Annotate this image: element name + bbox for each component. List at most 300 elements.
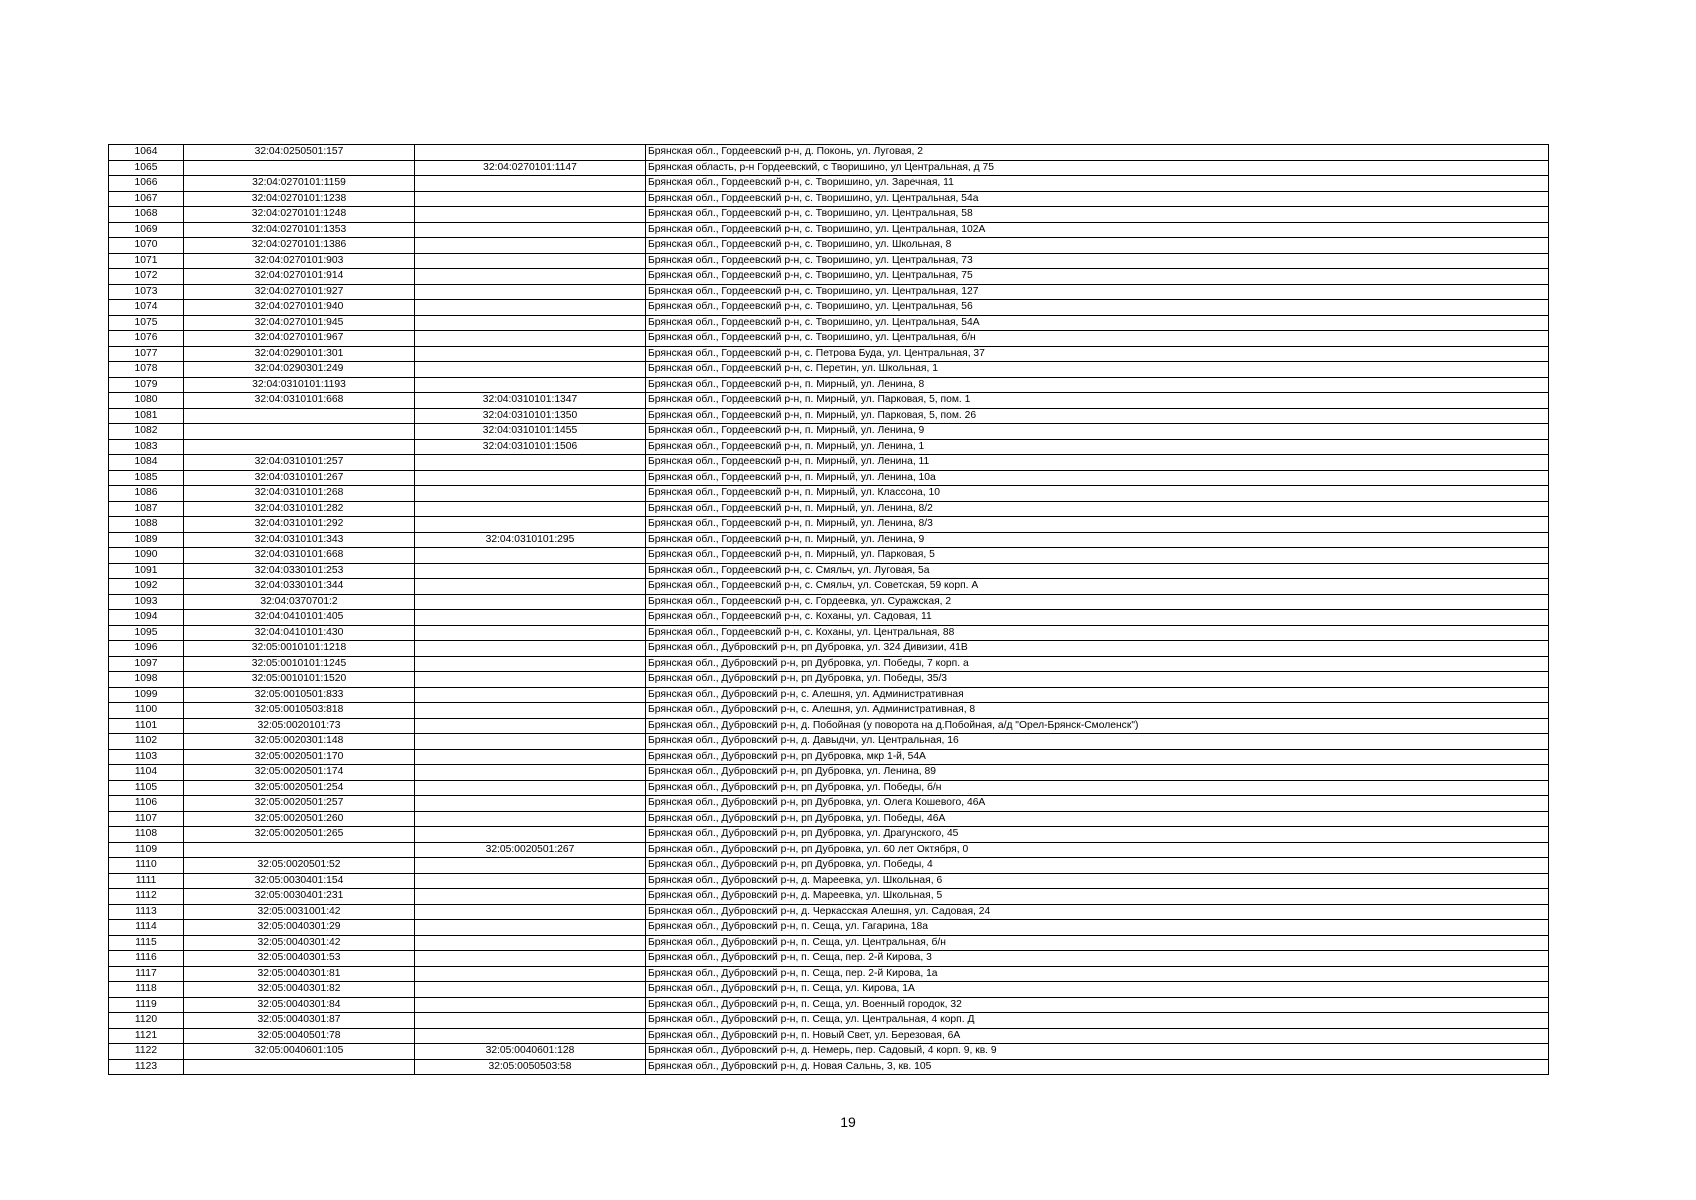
address-cell: Брянская обл., Дубровский р-н, д. Черкасская Алешня, ул. Садовая, 24 bbox=[646, 904, 1549, 920]
table-row bbox=[109, 300, 1549, 316]
row-number-cell: 1081 bbox=[109, 408, 184, 424]
related-cadastral-number-cell bbox=[415, 455, 646, 471]
row-number-cell: 1121 bbox=[109, 1028, 184, 1044]
related-cadastral-number-cell bbox=[415, 966, 646, 982]
row-number-cell: 1119 bbox=[109, 997, 184, 1013]
address-cell: Брянская обл., Гордеевский р-н, п. Мирный, ул. Ленина, 1 bbox=[646, 439, 1549, 455]
table-row bbox=[109, 641, 1549, 657]
row-number-cell: 1076 bbox=[109, 331, 184, 347]
related-cadastral-number-cell bbox=[415, 517, 646, 533]
address-cell: Брянская обл., Дубровский р-н, рп Дубровка, мкр 1-й, 54А bbox=[646, 749, 1549, 765]
related-cadastral-number-cell bbox=[415, 780, 646, 796]
row-number-cell: 1102 bbox=[109, 734, 184, 750]
address-cell: Брянская обл., Гордеевский р-н, д. Поконь, ул. Луговая, 2 bbox=[646, 145, 1549, 161]
row-number-cell: 1069 bbox=[109, 222, 184, 238]
row-number-cell: 1120 bbox=[109, 1013, 184, 1029]
related-cadastral-number-cell bbox=[415, 238, 646, 254]
cadastral-number-cell: 32:05:0040301:53 bbox=[184, 951, 415, 967]
cadastral-number-cell: 32:05:0040501:78 bbox=[184, 1028, 415, 1044]
table-row bbox=[109, 362, 1549, 378]
row-number-cell: 1065 bbox=[109, 160, 184, 176]
cadastral-number-cell: 32:05:0010503:818 bbox=[184, 703, 415, 719]
table-row bbox=[109, 439, 1549, 455]
registry-table bbox=[108, 144, 1549, 1075]
address-cell: Брянская обл., Гордеевский р-н, с. Творишино, ул. Заречная, 11 bbox=[646, 176, 1549, 192]
related-cadastral-number-cell bbox=[415, 501, 646, 517]
row-number-cell: 1093 bbox=[109, 594, 184, 610]
cadastral-number-cell: 32:04:0270101:967 bbox=[184, 331, 415, 347]
cadastral-number-cell: 32:04:0270101:1353 bbox=[184, 222, 415, 238]
row-number-cell: 1080 bbox=[109, 393, 184, 409]
cadastral-number-cell bbox=[184, 408, 415, 424]
table-row bbox=[109, 486, 1549, 502]
cadastral-number-cell bbox=[184, 1059, 415, 1075]
table-row bbox=[109, 1044, 1549, 1060]
cadastral-number-cell: 32:05:0010101:1245 bbox=[184, 656, 415, 672]
table-row bbox=[109, 796, 1549, 812]
row-number-cell: 1118 bbox=[109, 982, 184, 998]
cadastral-number-cell: 32:04:0290101:301 bbox=[184, 346, 415, 362]
related-cadastral-number-cell bbox=[415, 594, 646, 610]
row-number-cell: 1066 bbox=[109, 176, 184, 192]
table-row bbox=[109, 827, 1549, 843]
row-number-cell: 1091 bbox=[109, 563, 184, 579]
address-cell: Брянская обл., Дубровский р-н, п. Сеща, ул. Гагарина, 18а bbox=[646, 920, 1549, 936]
address-cell: Брянская обл., Дубровский р-н, д. Побойная (у поворота на д.Побойная, а/д "Орел-Брянск-Смоленск") bbox=[646, 718, 1549, 734]
related-cadastral-number-cell bbox=[415, 827, 646, 843]
row-number-cell: 1095 bbox=[109, 625, 184, 641]
table-row bbox=[109, 145, 1549, 161]
related-cadastral-number-cell bbox=[415, 1013, 646, 1029]
related-cadastral-number-cell bbox=[415, 858, 646, 874]
related-cadastral-number-cell bbox=[415, 641, 646, 657]
table-row bbox=[109, 811, 1549, 827]
related-cadastral-number-cell bbox=[415, 470, 646, 486]
cadastral-number-cell: 32:05:0010101:1218 bbox=[184, 641, 415, 657]
table-row bbox=[109, 858, 1549, 874]
table-row bbox=[109, 672, 1549, 688]
row-number-cell: 1068 bbox=[109, 207, 184, 223]
table-row bbox=[109, 1013, 1549, 1029]
table-row bbox=[109, 765, 1549, 781]
row-number-cell: 1087 bbox=[109, 501, 184, 517]
row-number-cell: 1070 bbox=[109, 238, 184, 254]
cadastral-number-cell bbox=[184, 424, 415, 440]
address-cell: Брянская обл., Гордеевский р-н, с. Коханы, ул. Центральная, 88 bbox=[646, 625, 1549, 641]
address-cell: Брянская обл., Гордеевский р-н, с. Петрова Буда, ул. Центральная, 37 bbox=[646, 346, 1549, 362]
cadastral-number-cell: 32:04:0270101:903 bbox=[184, 253, 415, 269]
row-number-cell: 1067 bbox=[109, 191, 184, 207]
related-cadastral-number-cell: 32:05:0050503:58 bbox=[415, 1059, 646, 1075]
table-row bbox=[109, 873, 1549, 889]
address-cell: Брянская обл., Дубровский р-н, рп Дубровка, ул. Победы, 35/3 bbox=[646, 672, 1549, 688]
table-row bbox=[109, 718, 1549, 734]
address-cell: Брянская обл., Дубровский р-н, рп Дубровка, ул. 60 лет Октября, 0 bbox=[646, 842, 1549, 858]
cadastral-number-cell: 32:04:0410101:430 bbox=[184, 625, 415, 641]
cadastral-number-cell: 32:04:0310101:292 bbox=[184, 517, 415, 533]
registry-table-body bbox=[109, 145, 1549, 1075]
table-row bbox=[109, 594, 1549, 610]
table-row bbox=[109, 346, 1549, 362]
row-number-cell: 1122 bbox=[109, 1044, 184, 1060]
address-cell: Брянская обл., Гордеевский р-н, с. Творишино, ул. Центральная, 58 bbox=[646, 207, 1549, 223]
table-row bbox=[109, 1059, 1549, 1075]
table-row bbox=[109, 625, 1549, 641]
row-number-cell: 1107 bbox=[109, 811, 184, 827]
row-number-cell: 1103 bbox=[109, 749, 184, 765]
related-cadastral-number-cell bbox=[415, 625, 646, 641]
address-cell: Брянская обл., Дубровский р-н, п. Сеща, пер. 2-й Кирова, 1а bbox=[646, 966, 1549, 982]
related-cadastral-number-cell bbox=[415, 749, 646, 765]
related-cadastral-number-cell bbox=[415, 362, 646, 378]
row-number-cell: 1071 bbox=[109, 253, 184, 269]
related-cadastral-number-cell: 32:05:0040601:128 bbox=[415, 1044, 646, 1060]
table-row bbox=[109, 548, 1549, 564]
address-cell: Брянская обл., Дубровский р-н, с. Алешня, ул. Административная bbox=[646, 687, 1549, 703]
cadastral-number-cell: 32:05:0040301:84 bbox=[184, 997, 415, 1013]
row-number-cell: 1105 bbox=[109, 780, 184, 796]
address-cell: Брянская обл., Гордеевский р-н, с. Перетин, ул. Школьная, 1 bbox=[646, 362, 1549, 378]
table-row bbox=[109, 982, 1549, 998]
related-cadastral-number-cell: 32:05:0020501:267 bbox=[415, 842, 646, 858]
cadastral-number-cell: 32:05:0020501:52 bbox=[184, 858, 415, 874]
related-cadastral-number-cell bbox=[415, 873, 646, 889]
cadastral-number-cell: 32:05:0040301:82 bbox=[184, 982, 415, 998]
cadastral-number-cell: 32:04:0310101:668 bbox=[184, 393, 415, 409]
related-cadastral-number-cell bbox=[415, 718, 646, 734]
table-row bbox=[109, 331, 1549, 347]
table-row bbox=[109, 191, 1549, 207]
address-cell: Брянская обл., Дубровский р-н, д. Давыдчи, ул. Центральная, 16 bbox=[646, 734, 1549, 750]
related-cadastral-number-cell bbox=[415, 951, 646, 967]
cadastral-number-cell: 32:05:0020501:260 bbox=[184, 811, 415, 827]
address-cell: Брянская обл., Гордеевский р-н, п. Мирный, ул. Парковая, 5, пом. 1 bbox=[646, 393, 1549, 409]
row-number-cell: 1116 bbox=[109, 951, 184, 967]
row-number-cell: 1082 bbox=[109, 424, 184, 440]
row-number-cell: 1108 bbox=[109, 827, 184, 843]
row-number-cell: 1117 bbox=[109, 966, 184, 982]
address-cell: Брянская обл., Дубровский р-н, рп Дубровка, ул. Победы, б/н bbox=[646, 780, 1549, 796]
related-cadastral-number-cell bbox=[415, 346, 646, 362]
cadastral-number-cell: 32:04:0330101:344 bbox=[184, 579, 415, 595]
row-number-cell: 1099 bbox=[109, 687, 184, 703]
related-cadastral-number-cell bbox=[415, 331, 646, 347]
cadastral-number-cell: 32:04:0310101:1193 bbox=[184, 377, 415, 393]
row-number-cell: 1086 bbox=[109, 486, 184, 502]
table-row bbox=[109, 780, 1549, 796]
cadastral-number-cell: 32:04:0270101:914 bbox=[184, 269, 415, 285]
row-number-cell: 1113 bbox=[109, 904, 184, 920]
table-row bbox=[109, 207, 1549, 223]
table-row bbox=[109, 269, 1549, 285]
row-number-cell: 1101 bbox=[109, 718, 184, 734]
related-cadastral-number-cell bbox=[415, 672, 646, 688]
cadastral-number-cell: 32:05:0020501:265 bbox=[184, 827, 415, 843]
related-cadastral-number-cell bbox=[415, 889, 646, 905]
related-cadastral-number-cell bbox=[415, 703, 646, 719]
row-number-cell: 1083 bbox=[109, 439, 184, 455]
related-cadastral-number-cell bbox=[415, 997, 646, 1013]
cadastral-number-cell bbox=[184, 842, 415, 858]
cadastral-number-cell: 32:05:0020501:254 bbox=[184, 780, 415, 796]
cadastral-number-cell: 32:04:0310101:282 bbox=[184, 501, 415, 517]
table-row bbox=[109, 470, 1549, 486]
related-cadastral-number-cell bbox=[415, 253, 646, 269]
cadastral-number-cell: 32:04:0330101:253 bbox=[184, 563, 415, 579]
related-cadastral-number-cell bbox=[415, 222, 646, 238]
row-number-cell: 1106 bbox=[109, 796, 184, 812]
cadastral-number-cell bbox=[184, 439, 415, 455]
cadastral-number-cell: 32:04:0310101:668 bbox=[184, 548, 415, 564]
table-row bbox=[109, 563, 1549, 579]
address-cell: Брянская обл., Дубровский р-н, рп Дубровка, ул. Олега Кошевого, 46А bbox=[646, 796, 1549, 812]
cadastral-number-cell: 32:04:0270101:1238 bbox=[184, 191, 415, 207]
related-cadastral-number-cell bbox=[415, 548, 646, 564]
cadastral-number-cell: 32:05:0020501:170 bbox=[184, 749, 415, 765]
address-cell: Брянская обл., Дубровский р-н, рп Дубровка, ул. Победы, 4 bbox=[646, 858, 1549, 874]
table-row bbox=[109, 951, 1549, 967]
table-row bbox=[109, 517, 1549, 533]
related-cadastral-number-cell bbox=[415, 269, 646, 285]
row-number-cell: 1109 bbox=[109, 842, 184, 858]
related-cadastral-number-cell: 32:04:0310101:1506 bbox=[415, 439, 646, 455]
row-number-cell: 1064 bbox=[109, 145, 184, 161]
cadastral-number-cell: 32:04:0270101:927 bbox=[184, 284, 415, 300]
address-cell: Брянская обл., Гордеевский р-н, с. Смяльч, ул. Луговая, 5а bbox=[646, 563, 1549, 579]
row-number-cell: 1073 bbox=[109, 284, 184, 300]
cadastral-number-cell: 32:04:0410101:405 bbox=[184, 610, 415, 626]
row-number-cell: 1104 bbox=[109, 765, 184, 781]
related-cadastral-number-cell bbox=[415, 486, 646, 502]
cadastral-number-cell: 32:04:0310101:257 bbox=[184, 455, 415, 471]
related-cadastral-number-cell bbox=[415, 982, 646, 998]
row-number-cell: 1084 bbox=[109, 455, 184, 471]
related-cadastral-number-cell bbox=[415, 734, 646, 750]
cadastral-number-cell: 32:05:0020501:257 bbox=[184, 796, 415, 812]
cadastral-number-cell: 32:05:0040301:81 bbox=[184, 966, 415, 982]
table-row bbox=[109, 610, 1549, 626]
address-cell: Брянская обл., Гордеевский р-н, с. Творишино, ул. Центральная, 73 bbox=[646, 253, 1549, 269]
related-cadastral-number-cell bbox=[415, 656, 646, 672]
address-cell: Брянская обл., Дубровский р-н, рп Дубровка, ул. 324 Дивизии, 41В bbox=[646, 641, 1549, 657]
related-cadastral-number-cell bbox=[415, 563, 646, 579]
cadastral-number-cell: 32:04:0310101:343 bbox=[184, 532, 415, 548]
address-cell: Брянская обл., Дубровский р-н, д. Немерь, пер. Садовый, 4 корп. 9, кв. 9 bbox=[646, 1044, 1549, 1060]
table-row bbox=[109, 393, 1549, 409]
row-number-cell: 1072 bbox=[109, 269, 184, 285]
table-row bbox=[109, 579, 1549, 595]
address-cell: Брянская обл., Гордеевский р-н, с. Коханы, ул. Садовая, 11 bbox=[646, 610, 1549, 626]
related-cadastral-number-cell bbox=[415, 176, 646, 192]
row-number-cell: 1075 bbox=[109, 315, 184, 331]
row-number-cell: 1100 bbox=[109, 703, 184, 719]
cadastral-number-cell: 32:04:0270101:1159 bbox=[184, 176, 415, 192]
related-cadastral-number-cell bbox=[415, 300, 646, 316]
row-number-cell: 1090 bbox=[109, 548, 184, 564]
table-row bbox=[109, 253, 1549, 269]
related-cadastral-number-cell: 32:04:0310101:295 bbox=[415, 532, 646, 548]
address-cell: Брянская обл., Дубровский р-н, п. Сеща, пер. 2-й Кирова, 3 bbox=[646, 951, 1549, 967]
cadastral-number-cell: 32:05:0040301:87 bbox=[184, 1013, 415, 1029]
related-cadastral-number-cell: 32:04:0310101:1347 bbox=[415, 393, 646, 409]
table-row bbox=[109, 455, 1549, 471]
related-cadastral-number-cell bbox=[415, 920, 646, 936]
address-cell: Брянская обл., Дубровский р-н, п. Сеща, ул. Кирова, 1А bbox=[646, 982, 1549, 998]
related-cadastral-number-cell bbox=[415, 687, 646, 703]
address-cell: Брянская обл., Гордеевский р-н, п. Мирный, ул. Парковая, 5 bbox=[646, 548, 1549, 564]
address-cell: Брянская обл., Дубровский р-н, рп Дубровка, ул. Победы, 7 корп. а bbox=[646, 656, 1549, 672]
related-cadastral-number-cell bbox=[415, 284, 646, 300]
table-row bbox=[109, 1028, 1549, 1044]
cadastral-number-cell: 32:05:0010501:833 bbox=[184, 687, 415, 703]
row-number-cell: 1094 bbox=[109, 610, 184, 626]
table-row bbox=[109, 424, 1549, 440]
table-row bbox=[109, 842, 1549, 858]
table-row bbox=[109, 532, 1549, 548]
cadastral-number-cell: 32:04:0310101:268 bbox=[184, 486, 415, 502]
row-number-cell: 1112 bbox=[109, 889, 184, 905]
row-number-cell: 1085 bbox=[109, 470, 184, 486]
table-row bbox=[109, 501, 1549, 517]
row-number-cell: 1088 bbox=[109, 517, 184, 533]
address-cell: Брянская обл., Дубровский р-н, с. Алешня, ул. Административная, 8 bbox=[646, 703, 1549, 719]
table-row bbox=[109, 749, 1549, 765]
address-cell: Брянская обл., Гордеевский р-н, п. Мирный, ул. Ленина, 8/3 bbox=[646, 517, 1549, 533]
table-row bbox=[109, 997, 1549, 1013]
related-cadastral-number-cell bbox=[415, 935, 646, 951]
row-number-cell: 1096 bbox=[109, 641, 184, 657]
address-cell: Брянская обл., Гордеевский р-н, п. Мирный, ул. Ленина, 10а bbox=[646, 470, 1549, 486]
related-cadastral-number-cell bbox=[415, 765, 646, 781]
row-number-cell: 1114 bbox=[109, 920, 184, 936]
table-row bbox=[109, 656, 1549, 672]
cadastral-number-cell: 32:05:0020101:73 bbox=[184, 718, 415, 734]
related-cadastral-number-cell: 32:04:0270101:1147 bbox=[415, 160, 646, 176]
cadastral-number-cell: 32:05:0040301:29 bbox=[184, 920, 415, 936]
cadastral-number-cell: 32:04:0290301:249 bbox=[184, 362, 415, 378]
cadastral-number-cell: 32:04:0370701:2 bbox=[184, 594, 415, 610]
address-cell: Брянская обл., Дубровский р-н, д. Мареевка, ул. Школьная, 5 bbox=[646, 889, 1549, 905]
cadastral-number-cell: 32:04:0270101:1248 bbox=[184, 207, 415, 223]
table-row bbox=[109, 377, 1549, 393]
address-cell: Брянская обл., Дубровский р-н, рп Дубровка, ул. Драгунского, 45 bbox=[646, 827, 1549, 843]
cadastral-number-cell: 32:05:0030401:231 bbox=[184, 889, 415, 905]
address-cell: Брянская обл., Гордеевский р-н, с. Творишино, ул. Центральная, 127 bbox=[646, 284, 1549, 300]
cadastral-number-cell: 32:05:0020501:174 bbox=[184, 765, 415, 781]
related-cadastral-number-cell bbox=[415, 377, 646, 393]
address-cell: Брянская обл., Гордеевский р-н, с. Творишино, ул. Центральная, 54а bbox=[646, 191, 1549, 207]
table-row bbox=[109, 160, 1549, 176]
address-cell: Брянская обл., Дубровский р-н, д. Мареевка, ул. Школьная, 6 bbox=[646, 873, 1549, 889]
address-cell: Брянская обл., Дубровский р-н, рп Дубровка, ул. Ленина, 89 bbox=[646, 765, 1549, 781]
address-cell: Брянская область, р-н Гордеевский, с Творишино, ул Центральная, д 75 bbox=[646, 160, 1549, 176]
address-cell: Брянская обл., Гордеевский р-н, п. Мирный, ул. Парковая, 5, пом. 26 bbox=[646, 408, 1549, 424]
row-number-cell: 1098 bbox=[109, 672, 184, 688]
address-cell: Брянская обл., Гордеевский р-н, п. Мирный, ул. Ленина, 8 bbox=[646, 377, 1549, 393]
table-row bbox=[109, 408, 1549, 424]
table-row bbox=[109, 904, 1549, 920]
table-row bbox=[109, 687, 1549, 703]
row-number-cell: 1110 bbox=[109, 858, 184, 874]
cadastral-number-cell bbox=[184, 160, 415, 176]
address-cell: Брянская обл., Гордеевский р-н, п. Мирный, ул. Ленина, 9 bbox=[646, 424, 1549, 440]
cadastral-number-cell: 32:05:0040301:42 bbox=[184, 935, 415, 951]
row-number-cell: 1123 bbox=[109, 1059, 184, 1075]
row-number-cell: 1074 bbox=[109, 300, 184, 316]
cadastral-number-cell: 32:04:0270101:1386 bbox=[184, 238, 415, 254]
address-cell: Брянская обл., Гордеевский р-н, с. Творишино, ул. Школьная, 8 bbox=[646, 238, 1549, 254]
address-cell: Брянская обл., Гордеевский р-н, с. Смяльч, ул. Советская, 59 корп. А bbox=[646, 579, 1549, 595]
address-cell: Брянская обл., Дубровский р-н, п. Сеща, ул. Центральная, б/н bbox=[646, 935, 1549, 951]
address-cell: Брянская обл., Гордеевский р-н, п. Мирный, ул. Ленина, 11 bbox=[646, 455, 1549, 471]
cadastral-number-cell: 32:05:0031001:42 bbox=[184, 904, 415, 920]
table-row bbox=[109, 966, 1549, 982]
cadastral-number-cell: 32:05:0030401:154 bbox=[184, 873, 415, 889]
cadastral-number-cell: 32:04:0270101:945 bbox=[184, 315, 415, 331]
table-row bbox=[109, 222, 1549, 238]
related-cadastral-number-cell: 32:04:0310101:1455 bbox=[415, 424, 646, 440]
related-cadastral-number-cell bbox=[415, 207, 646, 223]
related-cadastral-number-cell bbox=[415, 796, 646, 812]
cadastral-number-cell: 32:05:0020301:148 bbox=[184, 734, 415, 750]
row-number-cell: 1078 bbox=[109, 362, 184, 378]
row-number-cell: 1077 bbox=[109, 346, 184, 362]
table-row bbox=[109, 176, 1549, 192]
address-cell: Брянская обл., Гордеевский р-н, с. Творишино, ул. Центральная, 56 bbox=[646, 300, 1549, 316]
row-number-cell: 1092 bbox=[109, 579, 184, 595]
address-cell: Брянская обл., Дубровский р-н, п. Сеща, ул. Военный городок, 32 bbox=[646, 997, 1549, 1013]
address-cell: Брянская обл., Гордеевский р-н, с. Гордеевка, ул. Суражская, 2 bbox=[646, 594, 1549, 610]
page-number: 19 bbox=[840, 1114, 856, 1130]
table-row bbox=[109, 734, 1549, 750]
address-cell: Брянская обл., Гордеевский р-н, с. Творишино, ул. Центральная, б/н bbox=[646, 331, 1549, 347]
table-row bbox=[109, 889, 1549, 905]
address-cell: Брянская обл., Гордеевский р-н, п. Мирный, ул. Ленина, 8/2 bbox=[646, 501, 1549, 517]
related-cadastral-number-cell bbox=[415, 1028, 646, 1044]
related-cadastral-number-cell: 32:04:0310101:1350 bbox=[415, 408, 646, 424]
table-row bbox=[109, 935, 1549, 951]
address-cell: Брянская обл., Дубровский р-н, д. Новая Сальнь, 3, кв. 105 bbox=[646, 1059, 1549, 1075]
address-cell: Брянская обл., Гордеевский р-н, п. Мирный, ул. Ленина, 9 bbox=[646, 532, 1549, 548]
cadastral-number-cell: 32:05:0010101:1520 bbox=[184, 672, 415, 688]
address-cell: Брянская обл., Гордеевский р-н, п. Мирный, ул. Классона, 10 bbox=[646, 486, 1549, 502]
address-cell: Брянская обл., Гордеевский р-н, с. Творишино, ул. Центральная, 102А bbox=[646, 222, 1549, 238]
cadastral-number-cell: 32:04:0310101:267 bbox=[184, 470, 415, 486]
address-cell: Брянская обл., Дубровский р-н, рп Дубровка, ул. Победы, 46А bbox=[646, 811, 1549, 827]
related-cadastral-number-cell bbox=[415, 315, 646, 331]
table-row bbox=[109, 920, 1549, 936]
address-cell: Брянская обл., Гордеевский р-н, с. Творишино, ул. Центральная, 75 bbox=[646, 269, 1549, 285]
address-cell: Брянская обл., Дубровский р-н, п. Новый Свет, ул. Березовая, 6А bbox=[646, 1028, 1549, 1044]
table-row bbox=[109, 284, 1549, 300]
related-cadastral-number-cell bbox=[415, 145, 646, 161]
address-cell: Брянская обл., Дубровский р-н, п. Сеща, ул. Центральная, 4 корп. Д bbox=[646, 1013, 1549, 1029]
address-cell: Брянская обл., Гордеевский р-н, с. Творишино, ул. Центральная, 54А bbox=[646, 315, 1549, 331]
related-cadastral-number-cell bbox=[415, 610, 646, 626]
related-cadastral-number-cell bbox=[415, 811, 646, 827]
related-cadastral-number-cell bbox=[415, 904, 646, 920]
cadastral-number-cell: 32:05:0040601:105 bbox=[184, 1044, 415, 1060]
row-number-cell: 1079 bbox=[109, 377, 184, 393]
cadastral-number-cell: 32:04:0250501:157 bbox=[184, 145, 415, 161]
table-row bbox=[109, 703, 1549, 719]
row-number-cell: 1089 bbox=[109, 532, 184, 548]
row-number-cell: 1115 bbox=[109, 935, 184, 951]
row-number-cell: 1111 bbox=[109, 873, 184, 889]
related-cadastral-number-cell bbox=[415, 191, 646, 207]
table-row bbox=[109, 315, 1549, 331]
table-row bbox=[109, 238, 1549, 254]
